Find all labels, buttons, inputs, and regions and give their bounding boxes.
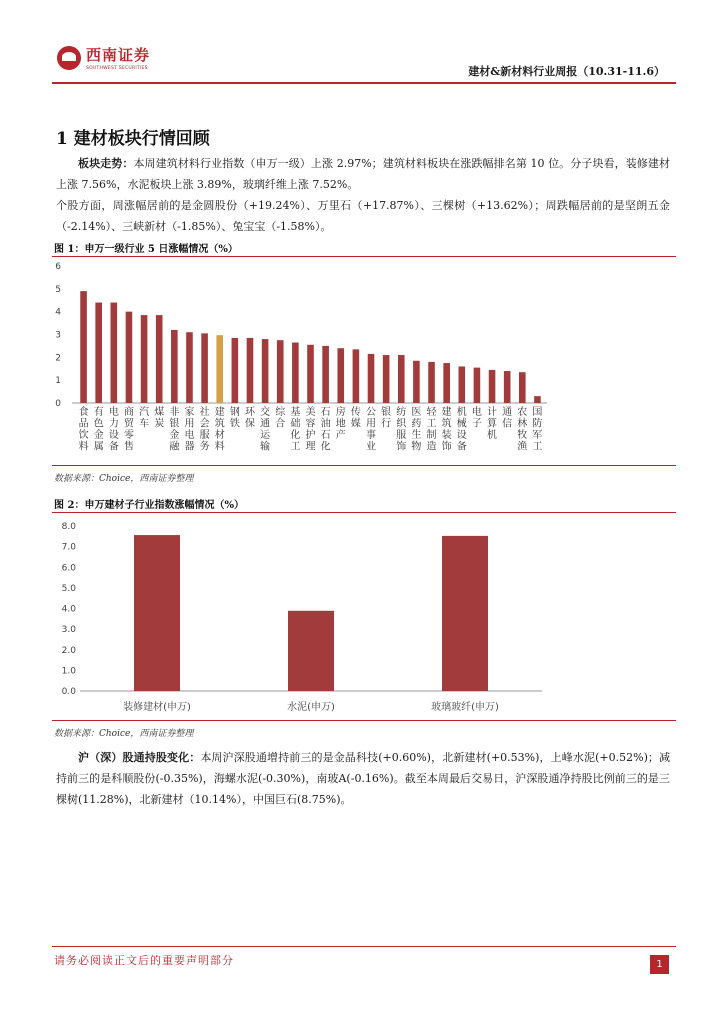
bar-7	[171, 330, 178, 403]
bar-29	[504, 371, 511, 403]
y-tick-label: 4.0	[61, 604, 76, 615]
x-tick-label: 美容护理	[305, 407, 316, 453]
bar-26	[458, 366, 465, 403]
holding-change-paragraph	[56, 747, 670, 810]
x-tick-label: 综合	[275, 407, 286, 430]
x-tick-label: 公用事业	[366, 407, 377, 453]
x-tick-label: 计算机	[487, 407, 498, 441]
bar-17	[322, 346, 329, 403]
y-tick-label: 8.0	[61, 522, 76, 532]
bar-27	[474, 368, 481, 403]
x-tick-label: 银行	[381, 407, 392, 430]
paragraph-text: 本周沪深股通增持前三的是金晶科技(+0.60%)，北新建材(+0.53%)，上峰水泥(+0.52%)；减持前三的是科顺股份(-0.35%)，海螺水泥(-0.30%)，南玻A(-0.16%)。截至本周最后交易日，沪深股通净持股比例前三的是三棵树(11.28%)，北新建材（10.14%），中国巨石(8.75%)。	[56, 751, 670, 806]
market-trend-paragraph	[56, 153, 670, 237]
y-tick-label: 2.0	[61, 645, 76, 656]
y-tick-label: 6.0	[61, 563, 76, 574]
y-tick-label: 5.0	[61, 583, 76, 594]
figure1-rule-bottom	[52, 465, 676, 466]
header-rule	[52, 82, 676, 84]
figure2-rule-top	[52, 512, 676, 513]
bar-6	[156, 315, 163, 403]
paragraph-lead: 沪（深）股通持股变化：	[78, 751, 201, 764]
figure2-rule-bottom	[52, 720, 676, 721]
bar-14	[277, 340, 284, 403]
bar-5	[141, 315, 148, 403]
bar-16	[307, 345, 314, 403]
y-tick-label: 3	[55, 330, 61, 341]
x-tick-label: 有色金属	[93, 407, 104, 453]
report-title: 建材&新材料行业周报（10.31-11.6）	[468, 65, 665, 78]
section-heading: 建材板块行情回顾	[73, 129, 210, 149]
footer-disclaimer: 请务必阅读正文后的重要声明部分	[54, 954, 234, 967]
x-tick-label: 家用电器	[184, 407, 195, 453]
x-tick-label: 食品饮料	[78, 407, 89, 453]
bar-19	[353, 349, 360, 403]
x-tick-label: 通信	[502, 407, 513, 430]
x-tick-label: 农林牧渔	[517, 407, 528, 453]
x-tick-label: 水泥(申万)	[287, 702, 335, 713]
bar-23	[413, 361, 420, 403]
bar-4	[126, 312, 133, 403]
x-tick-label: 汽车	[139, 407, 150, 430]
y-tick-label: 4	[55, 307, 61, 318]
bar-2	[288, 611, 334, 691]
figure1-source: 数据来源：Choice，西南证券整理	[54, 474, 194, 484]
paragraph-lead: 板块走势：	[78, 157, 134, 170]
x-tick-label: 房地产	[335, 407, 346, 441]
logo-icon	[57, 46, 81, 70]
bar-3	[111, 303, 118, 403]
x-tick-label: 国防军工	[532, 407, 543, 453]
bar-31	[534, 396, 541, 403]
bar-2	[95, 303, 102, 403]
logo-text: 西南证券	[86, 46, 151, 64]
x-tick-label: 建筑装饰	[441, 407, 452, 453]
y-tick-label: 7.0	[61, 542, 76, 553]
bar-24	[428, 362, 435, 403]
figure1-chart	[52, 258, 552, 463]
bar-3	[442, 536, 488, 691]
bar-12	[247, 338, 254, 403]
logo-subtext: SOUTHWEST SECURITIES	[86, 66, 148, 71]
bar-20	[368, 354, 375, 403]
x-tick-label: 煤炭	[154, 407, 165, 430]
bar-1	[80, 291, 87, 403]
y-tick-label: 0.0	[61, 687, 76, 697]
x-tick-label: 传媒	[350, 407, 361, 430]
y-tick-label: 5	[55, 284, 61, 295]
y-tick-label: 1	[55, 376, 61, 387]
x-tick-label: 钢铁	[229, 407, 240, 430]
x-tick-label: 电子	[471, 407, 482, 430]
figure1-rule-top	[52, 256, 676, 257]
bar-10	[216, 335, 223, 403]
bar-15	[292, 342, 299, 403]
x-tick-label: 玻璃玻纤(申万)	[431, 702, 499, 713]
footer-rule	[52, 946, 676, 947]
bar-28	[489, 370, 496, 403]
figure1-title: 图 1：申万一级行业 5 日涨幅情况（%）	[54, 244, 238, 255]
x-tick-label: 电力设备	[108, 407, 119, 453]
page-number: 1	[650, 955, 669, 974]
section-title	[56, 124, 210, 149]
paragraph-text-2: 个股方面，周涨幅居前的是金圆股份（+19.24%）、万里石（+17.87%）、三棵树（+13.62%）；周跌幅居前的是坚朗五金（-2.14%）、三峡新材（-1.85%）、兔宝宝（-1.58%）。	[56, 199, 670, 233]
x-tick-label: 石油石化	[320, 407, 331, 453]
y-tick-label: 2	[55, 353, 61, 364]
bar-22	[398, 355, 405, 403]
figure2-title: 图 2：申万建材子行业指数涨幅情况（%）	[54, 500, 244, 511]
y-tick-label: 6	[55, 262, 61, 272]
x-tick-label: 非银金融	[169, 407, 180, 453]
bar-9	[201, 333, 208, 403]
section-number: 1	[56, 129, 68, 149]
x-tick-label: 基础化工	[290, 407, 301, 453]
bar-1	[134, 535, 180, 691]
x-tick-label: 建筑材料	[214, 407, 225, 453]
x-tick-label: 社会服务	[199, 407, 210, 453]
x-tick-label: 轻工制造	[426, 407, 437, 453]
x-tick-label: 环保	[244, 407, 255, 430]
x-tick-label: 机械设备	[456, 407, 467, 453]
figure2-chart	[52, 515, 552, 718]
x-tick-label: 商贸零售	[123, 407, 134, 453]
x-tick-label: 装修建材(申万)	[123, 702, 191, 713]
bar-11	[232, 338, 239, 403]
x-tick-label: 纺织服饰	[396, 407, 407, 453]
y-tick-label: 3.0	[61, 625, 76, 636]
x-tick-label: 交通运输	[260, 407, 271, 453]
bar-30	[519, 372, 526, 403]
y-tick-label: 0	[55, 399, 61, 409]
bar-18	[337, 348, 344, 403]
bar-21	[383, 355, 390, 403]
x-tick-label: 医药生物	[411, 407, 422, 453]
paragraph-text: 本周建筑材料行业指数（申万一级）上涨 2.97%；建筑材料板块在涨跌幅排名第 10 位。分子块看，装修建材上涨 7.56%，水泥板块上涨 3.89%，玻璃纤维上涨 7.52%。	[56, 157, 671, 191]
y-tick-label: 1.0	[61, 666, 76, 677]
bar-8	[186, 332, 193, 403]
bar-25	[443, 363, 450, 403]
bar-13	[262, 339, 269, 403]
figure2-source: 数据来源：Choice，西南证券整理	[54, 729, 194, 739]
